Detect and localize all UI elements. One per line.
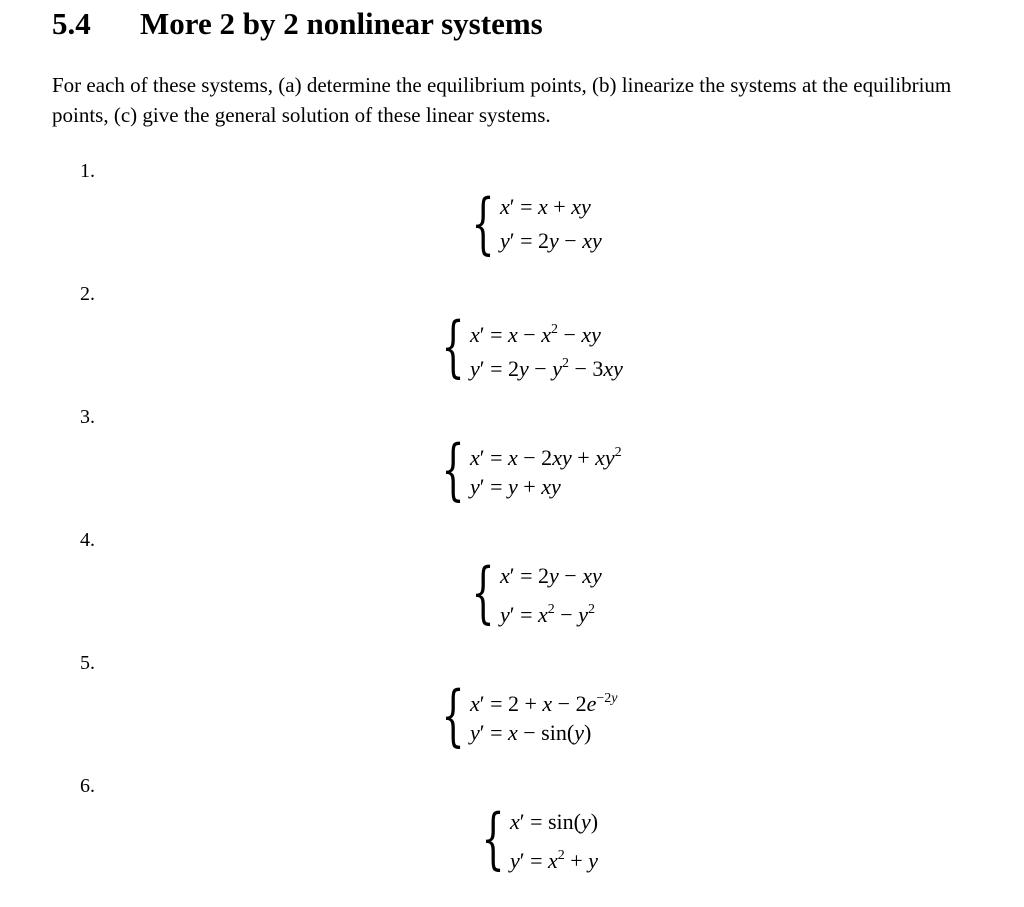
item-number: 3. xyxy=(80,406,95,428)
equation-line xyxy=(470,313,623,347)
equation-token: xy xyxy=(582,563,602,588)
equation-token: x xyxy=(500,563,510,588)
equation-system xyxy=(432,308,623,385)
equation-token: x xyxy=(508,445,518,470)
equation-line xyxy=(500,593,602,627)
equation-token: ) xyxy=(590,809,599,834)
equation-token: xy xyxy=(541,474,561,499)
equation-token: ′ = sin( xyxy=(519,809,581,834)
equation-line xyxy=(500,224,602,258)
equation-token: 2 xyxy=(614,445,622,460)
equation-token: − xyxy=(557,322,582,347)
equation-token: xy xyxy=(552,445,572,470)
equation-token: ′ = xyxy=(509,194,538,219)
equation-token: x xyxy=(541,322,551,347)
left-brace-icon: { xyxy=(471,554,495,631)
equation-token: y xyxy=(500,602,510,627)
equation-token: xy xyxy=(603,356,623,381)
section-heading xyxy=(52,6,543,42)
equation-token: x xyxy=(470,691,480,716)
item-number: 4. xyxy=(80,529,95,551)
section-number: 5.4 xyxy=(52,6,91,41)
equation-line xyxy=(470,682,617,716)
equation-token: y xyxy=(500,228,510,253)
equation-token: + xyxy=(564,848,589,873)
equation-token: x xyxy=(500,194,510,219)
equation-token: − xyxy=(517,322,542,347)
intro-paragraph: For each of these systems, (a) determine the equilibrium points, (b) linearize the systems at the equilibrium points, (c) give the general solution of these linear systems. xyxy=(52,73,952,127)
equation-token: 2 xyxy=(550,322,558,337)
equation-token: y xyxy=(581,809,591,834)
equation-system xyxy=(462,554,602,631)
equation-line xyxy=(470,436,622,470)
equation-token: x xyxy=(538,194,548,219)
equation-line xyxy=(470,470,622,504)
item-number: 2. xyxy=(80,283,95,305)
equation-token: y xyxy=(611,691,618,706)
left-brace-icon: { xyxy=(441,431,465,508)
equation-token: y xyxy=(588,848,598,873)
item-number: 6. xyxy=(80,775,95,797)
equation-token: x xyxy=(510,809,520,834)
section-title: More 2 by 2 nonlinear systems xyxy=(140,6,543,41)
equation-token: y xyxy=(552,356,562,381)
left-brace-icon: { xyxy=(441,677,465,754)
equation-token: y xyxy=(470,474,480,499)
equation-token: + xyxy=(547,194,572,219)
equation-token: ′ = 2 + xyxy=(479,691,543,716)
equation-token: x xyxy=(470,322,480,347)
equation-token: ′ = 2 xyxy=(479,356,519,381)
equation-token: − 3 xyxy=(568,356,604,381)
equation-token: 2 xyxy=(561,356,569,371)
equation-token: ′ = xyxy=(479,720,508,745)
left-brace-icon: { xyxy=(441,308,465,385)
equation-token: − 2 xyxy=(517,445,553,470)
equation-token: ′ = xyxy=(479,445,508,470)
equation-token: x xyxy=(548,848,558,873)
equation-system xyxy=(432,677,618,754)
equation-token: y xyxy=(510,848,520,873)
equation-token: xy xyxy=(581,322,601,347)
equation-token: + xyxy=(517,474,542,499)
equation-token: 2 xyxy=(557,848,565,863)
equation-system xyxy=(472,800,599,877)
equation-token: − 2 xyxy=(552,691,587,716)
equation-token: y xyxy=(470,356,480,381)
equation-token: x xyxy=(470,445,480,470)
equation-line xyxy=(510,839,598,873)
equation-token: ′ = 2 xyxy=(509,228,549,253)
equation-token: y xyxy=(578,602,588,627)
equation-token: − xyxy=(558,563,583,588)
item-number: 1. xyxy=(80,160,95,182)
equation-token: − xyxy=(528,356,553,381)
equation-token: x xyxy=(542,691,553,716)
equation-line xyxy=(500,559,602,593)
equation-token: y xyxy=(508,474,518,499)
equation-token: 2 xyxy=(587,602,595,617)
equation-token: − xyxy=(558,228,583,253)
equation-token: 2 xyxy=(547,602,555,617)
equation-token: + xyxy=(571,445,596,470)
equation-token: ′ = xyxy=(479,322,508,347)
equation-token: xy xyxy=(571,194,591,219)
equation-token: −2 xyxy=(596,691,612,706)
equation-token: y xyxy=(470,720,480,745)
equation-token: e xyxy=(586,691,597,716)
left-brace-icon: { xyxy=(471,185,495,262)
equation-line xyxy=(500,190,602,224)
left-brace-icon: { xyxy=(481,800,505,877)
equation-system xyxy=(462,185,602,262)
equation-token: − sin( xyxy=(517,720,575,745)
equation-token: y xyxy=(549,228,559,253)
equation-token: xy xyxy=(595,445,615,470)
equation-token: ′ = xyxy=(509,602,538,627)
equation-token: ′ = 2 xyxy=(509,563,549,588)
equation-token: ′ = xyxy=(479,474,508,499)
equation-token: y xyxy=(574,720,584,745)
equation-system xyxy=(432,431,622,508)
equation-token: x xyxy=(508,322,518,347)
equation-line xyxy=(470,716,617,750)
equation-line xyxy=(470,347,623,381)
equation-token: ) xyxy=(583,720,592,745)
equation-line xyxy=(510,805,598,839)
equation-token: xy xyxy=(582,228,602,253)
equation-token: x xyxy=(508,720,518,745)
equation-token: y xyxy=(519,356,529,381)
equation-token: ′ = xyxy=(519,848,548,873)
item-number: 5. xyxy=(80,652,95,674)
equation-token: − xyxy=(554,602,579,627)
equation-token: x xyxy=(538,602,548,627)
equation-token: y xyxy=(549,563,559,588)
